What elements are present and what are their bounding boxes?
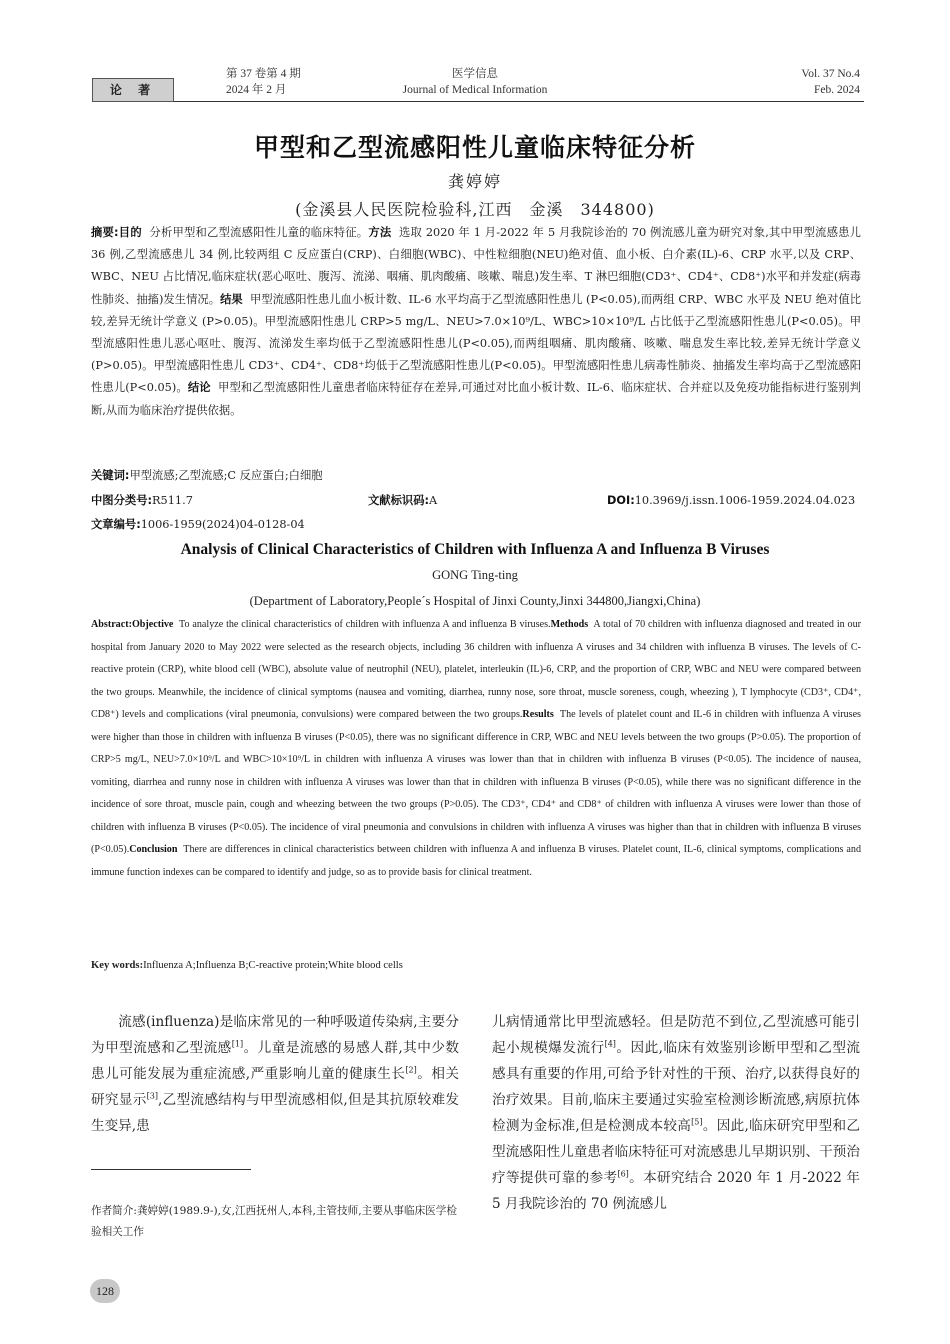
objective-label-cn: 目的 [118, 226, 142, 239]
body-left-column: 流感(influenza)是临床常见的一种呼吸道传染病,主要分为甲型流感和乙型流感[1]。儿童是流感的易感人群,其中少数患儿可能发展为重症流感,严重影响儿童的健康生长[2]。相关研究显示[3],乙型流感结构与甲型流感相似,但是其抗原较难发生变异,患 [91, 1014, 460, 1134]
keywords-cn: 关键词:甲型流感;乙型流感;C 反应蛋白;白细胞 [91, 469, 323, 482]
section-label: 论 著 [109, 83, 157, 97]
author-cn: 龚婷婷 [447, 172, 502, 191]
keywords-en: Key words:Influenza A;Influenza B;C-reactive protein;White blood cells [91, 960, 403, 971]
abstract-cn-label: 摘要 [91, 226, 115, 239]
article-number: 文章编号:1006-1959(2024)04-0128-04 [91, 518, 305, 531]
results-label-en: Results [522, 709, 554, 721]
results-en: The levels of platelet count and IL-6 in children with influenza A viruses were higher than those in children with influenza B viruses (P<0.05), there was no significant difference in CRP, WBC and NEU levels between the two groups (P>0.05). The proportion of CRP>5 mg/L, NEU>7.0×10⁹/L and WBC>10×10⁹/L in children with influenza A viruses was lower than that in children with influenza B viruses (P<0.05). The incidence of nausea, vomiting, diarrhea and runny nose in children with influenza A viruses was lower than that in children with influenza B viruses (P<0.05), while there was no significant difference in the incidence of sore throat, muscle pain, cough and wheezing between the two groups (P>0.05). The CD3⁺, CD4⁺ and CD8⁺ of children with influenza A viruses were lower than those of children with influenza B viruses (P<0.05). The incidence of viral pneumonia and convulsions in children with influenza A viruses was higher than that in children with influenza B viruses (P<0.05). [91, 709, 861, 856]
methods-label-cn: 方法 [368, 226, 392, 239]
objective-cn: 分析甲型和乙型流感阳性儿童的临床特征。 [149, 226, 369, 239]
reference-4[interactable]: [4] [604, 1039, 616, 1049]
methods-cn: 选取 2020 年 1 月-2022 年 5 月我院诊治的 70 例流感儿童为研究对象,其中甲型流感患儿 36 例,乙型流感患儿 34 例,比较两组 C 反应蛋白(CRP)、白细胞(WBC)、中性粒细胞(NEU)绝对值、血小板、白介素(IL)-6、CRP 水平,以及 CRP、WBC、NEU 占比情况,临床症状(恶心呕吐、腹泻、流涕、咽痛、肌肉酸痛、咳嗽、喘息)发生率、T 淋巴细胞(CD3⁺、CD4⁺、CD8⁺)水平和并发症(病毒性肺炎、抽搐)发生情况。 [91, 226, 861, 306]
conclusion-label-en: Conclusion [129, 844, 178, 856]
header-rule [174, 101, 864, 102]
reference-2[interactable]: [2] [405, 1065, 417, 1075]
author-footnote: 作者简介:龚婷婷(1989.9-),女,江西抚州人,本科,主管技师,主要从事临床医学检验相关工作 [91, 1205, 457, 1238]
header-date-en: Feb. 2024 [814, 84, 860, 96]
document-code: 文献标识码:A [368, 494, 438, 507]
header-journal-cn: 医学信息 [452, 68, 498, 80]
header-date-cn: 2024 年 2 月 [226, 84, 287, 96]
results-cn: 甲型流感阳性患儿血小板计数、IL-6 水平均高于乙型流感阳性患儿 (P<0.05),而两组 CRP、WBC 水平及 NEU 绝对值比较,差异无统计学意义 (P>0.05)。甲型流感阳性患儿 CRP>5 mg/L、NEU>7.0×10⁹/L、WBC>10×10⁹/L 占比低于乙型流感阳性患儿(P<0.05)。甲型流感阳性患儿恶心呕吐、腹泻、流涕发生率均低于乙型流感阳性患儿(P<0.05),而两组咽痛、肌肉酸痛、咳嗽、喘息发生率比较,差异无统计学意义(P>0.05)。甲型流感阳性患儿 CD3⁺、CD4⁺、CD8⁺均低于乙型流感阳性患儿(P<0.05)。甲型流感阳性患儿病毒性肺炎、抽搐发生率均高于乙型流感阳性患儿(P<0.05)。 [91, 292, 861, 395]
header-volume-en: Vol. 37 No.4 [801, 68, 860, 80]
header-journal-en: Journal of Medical Information [402, 84, 548, 96]
objective-en: To analyze the clinical characteristics of children with influenza A and influenza B viruses. [179, 619, 551, 630]
affiliation-cn: (金溪县人民医院检验科,江西 金溪 344800) [295, 200, 655, 219]
reference-6[interactable]: [6] [617, 1169, 629, 1179]
page-number: 128 [90, 1279, 120, 1303]
methods-label-en: Methods [550, 619, 589, 630]
footnote-rule [91, 1169, 251, 1170]
objective-label-en: Objective [131, 619, 174, 630]
doi: DOI:10.3969/j.issn.1006-1959.2024.04.023 [607, 494, 856, 507]
header-volume-cn: 第 37 卷第 4 期 [226, 68, 301, 80]
reference-3[interactable]: [3] [146, 1091, 158, 1101]
conclusion-label-cn: 结论 [187, 381, 211, 395]
author-en: GONG Ting-ting [432, 568, 518, 582]
abstract-en: Abstract:Objective To analyze the clinical characteristics of children with influenza A and influenza B viruses.Methods A total of 70 children with influenza diagnosed and treated in our hospital from January 2020 to May 2022 were selected as the research objects, including 36 children with influenza A viruses and 34 children with influenza B viruses. The levels of C-reactive protein (CRP), white blood cell (WBC), absolute value of neutrophil (NEU), platelet, interleukin (IL)-6, CRP, and the proportion of CRP, WBC and NEU were compared between the two groups. Meanwhile, the incidence of clinical symptoms (nausea and vomiting, diarrhea, runny nose, sore throat, muscle soreness, cough, wheezing ), T lymphocyte (CD3⁺, CD4⁺, CD8⁺) levels and complications (viral pneumonia, convulsions) were compared between the two groups.Results The levels of platelet count and IL-6 in children with influenza A viruses were higher than those in children with influenza B viruses (P<0.05), there was no significant difference in CRP, WBC and NEU levels between the two groups (P>0.05). The proportion of CRP>5 mg/L, NEU>7.0×10⁹/L and WBC>10×10⁹/L in children with influenza A viruses was lower than that in children with influenza B viruses (P<0.05). The incidence of nausea, vomiting, diarrhea and runny nose in children with influenza A viruses was lower than that in children with influenza B viruses (P<0.05), while there was no significant difference in the incidence of sore throat, muscle pain, cough and wheezing between the two groups (P>0.05). The CD3⁺, CD4⁺ and CD8⁺ of children with influenza A viruses were lower than those of children with influenza B viruses (P<0.05). The incidence of viral pneumonia and convulsions in children with influenza A viruses was higher than that in children with influenza B viruses (P<0.05).Conclusion There are differences in clinical characteristics between children with influenza A and influenza B viruses. Platelet count, IL-6, clinical symptoms, complications and immune function indexes can be compared to identify and judge, so as to provide basis for clinical treatment. [91, 619, 861, 879]
paper-title-en: Analysis of Clinical Characteristics of Children with Influenza A and Influenza B Viruses [180, 541, 770, 558]
methods-en: A total of 70 children with influenza diagnosed and treated in our hospital from January 2020 to May 2022 were selected as the research objects, including 36 children with influenza A viruses and 34 children with influenza B viruses. The levels of C-reactive protein (CRP), white blood cell (WBC), absolute value of neutrophil (NEU), platelet, interleukin (IL)-6, CRP, and the proportion of CRP, WBC and NEU were compared between the two groups. Meanwhile, the incidence of clinical symptoms (nausea and vomiting, diarrhea, runny nose, sore throat, muscle soreness, cough, wheezing ), T lymphocyte (CD3⁺, CD4⁺, CD8⁺) levels and complications (viral pneumonia, convulsions) were compared between the two groups. [91, 619, 861, 721]
affiliation-en: (Department of Laboratory,People´s Hospital of Jinxi County,Jinxi 344800,Jiangxi,China) [249, 594, 701, 608]
results-label-cn: 结果 [220, 292, 243, 306]
abstract-cn: 摘要:目的 分析甲型和乙型流感阳性儿童的临床特征。方法 选取 2020 年 1 月-2022 年 5 月我院诊治的 70 例流感儿童为研究对象,其中甲型流感患儿 36 例,乙型流感患儿 34 例,比较两组 C 反应蛋白(CRP)、白细胞(WBC)、中性粒细胞(NEU)绝对值、血小板、白介素(IL)-6、CRP 水平,以及 CRP、WBC、NEU 占比情况,临床症状(恶心呕吐、腹泻、流涕、咽痛、肌肉酸痛、咳嗽、喘息)发生率、T 淋巴细胞(CD3⁺、CD4⁺、CD8⁺)水平和并发症(病毒性肺炎、抽搐)发生情况。结果 甲型流感阳性患儿血小板计数、IL-6 水平均高于乙型流感阳性患儿 (P<0.05),而两组 CRP、WBC 水平及 NEU 绝对值比较,差异无统计学意义 (P>0.05)。甲型流感阳性患儿 CRP>5 mg/L、NEU>7.0×10⁹/L、WBC>10×10⁹/L 占比低于乙型流感阳性患儿(P<0.05)。甲型流感阳性患儿恶心呕吐、腹泻、流涕发生率均低于乙型流感阳性患儿(P<0.05),而两组咽痛、肌肉酸痛、咳嗽、喘息发生率比较,差异无统计学意义(P>0.05)。甲型流感阳性患儿 CD3⁺、CD4⁺、CD8⁺均低于乙型流感阳性患儿(P<0.05)。甲型流感阳性患儿病毒性肺炎、抽搐发生率均高于乙型流感阳性患儿(P<0.05)。结论 甲型和乙型流感阳性儿童患者临床特征存在差异,可通过对比血小板计数、IL-6、临床症状、合并症以及免疫功能指标进行鉴别判断,从而为临床治疗提供依据。 [91, 226, 861, 417]
reference-5[interactable]: [5] [691, 1117, 703, 1127]
paper-title-cn: 甲型和乙型流感阳性儿童临床特征分析 [253, 133, 696, 162]
abstract-en-label: Abstract [91, 619, 129, 630]
conclusion-cn: 甲型和乙型流感阳性儿童患者临床特征存在差异,可通过对比血小板计数、IL-6、临床症状、合并症以及免疫功能指标进行鉴别判断,从而为临床治疗提供依据。 [91, 381, 861, 417]
body-right-column: 儿病情通常比甲型流感轻。但是防范不到位,乙型流感可能引起小规模爆发流行[4]。因此,临床有效鉴别诊断甲型和乙型流感具有重要的作用,可给予针对性的干预、治疗,以获得良好的治疗效果。目前,临床主要通过实验室检测诊断流感,病原抗体检测为金标准,但是检测成本较高[5]。因此,临床研究甲型和乙型流感阳性儿童患者临床特征可对流感患儿早期识别、干预治疗等提供可靠的参考[6]。本研究结合 2020 年 1 月-2022 年 5 月我院诊治的 70 例流感儿 [492, 1014, 860, 1212]
classification-number: 中图分类号:R511.7 [91, 494, 193, 507]
reference-1[interactable]: [1] [231, 1039, 244, 1049]
conclusion-en: There are differences in clinical characteristics between children with influenza A and influenza B viruses. Platelet count, IL-6, clinical symptoms, complications and immune function indexes can be compared to identify and judge, so as to provide basis for clinical treatment. [91, 844, 861, 879]
